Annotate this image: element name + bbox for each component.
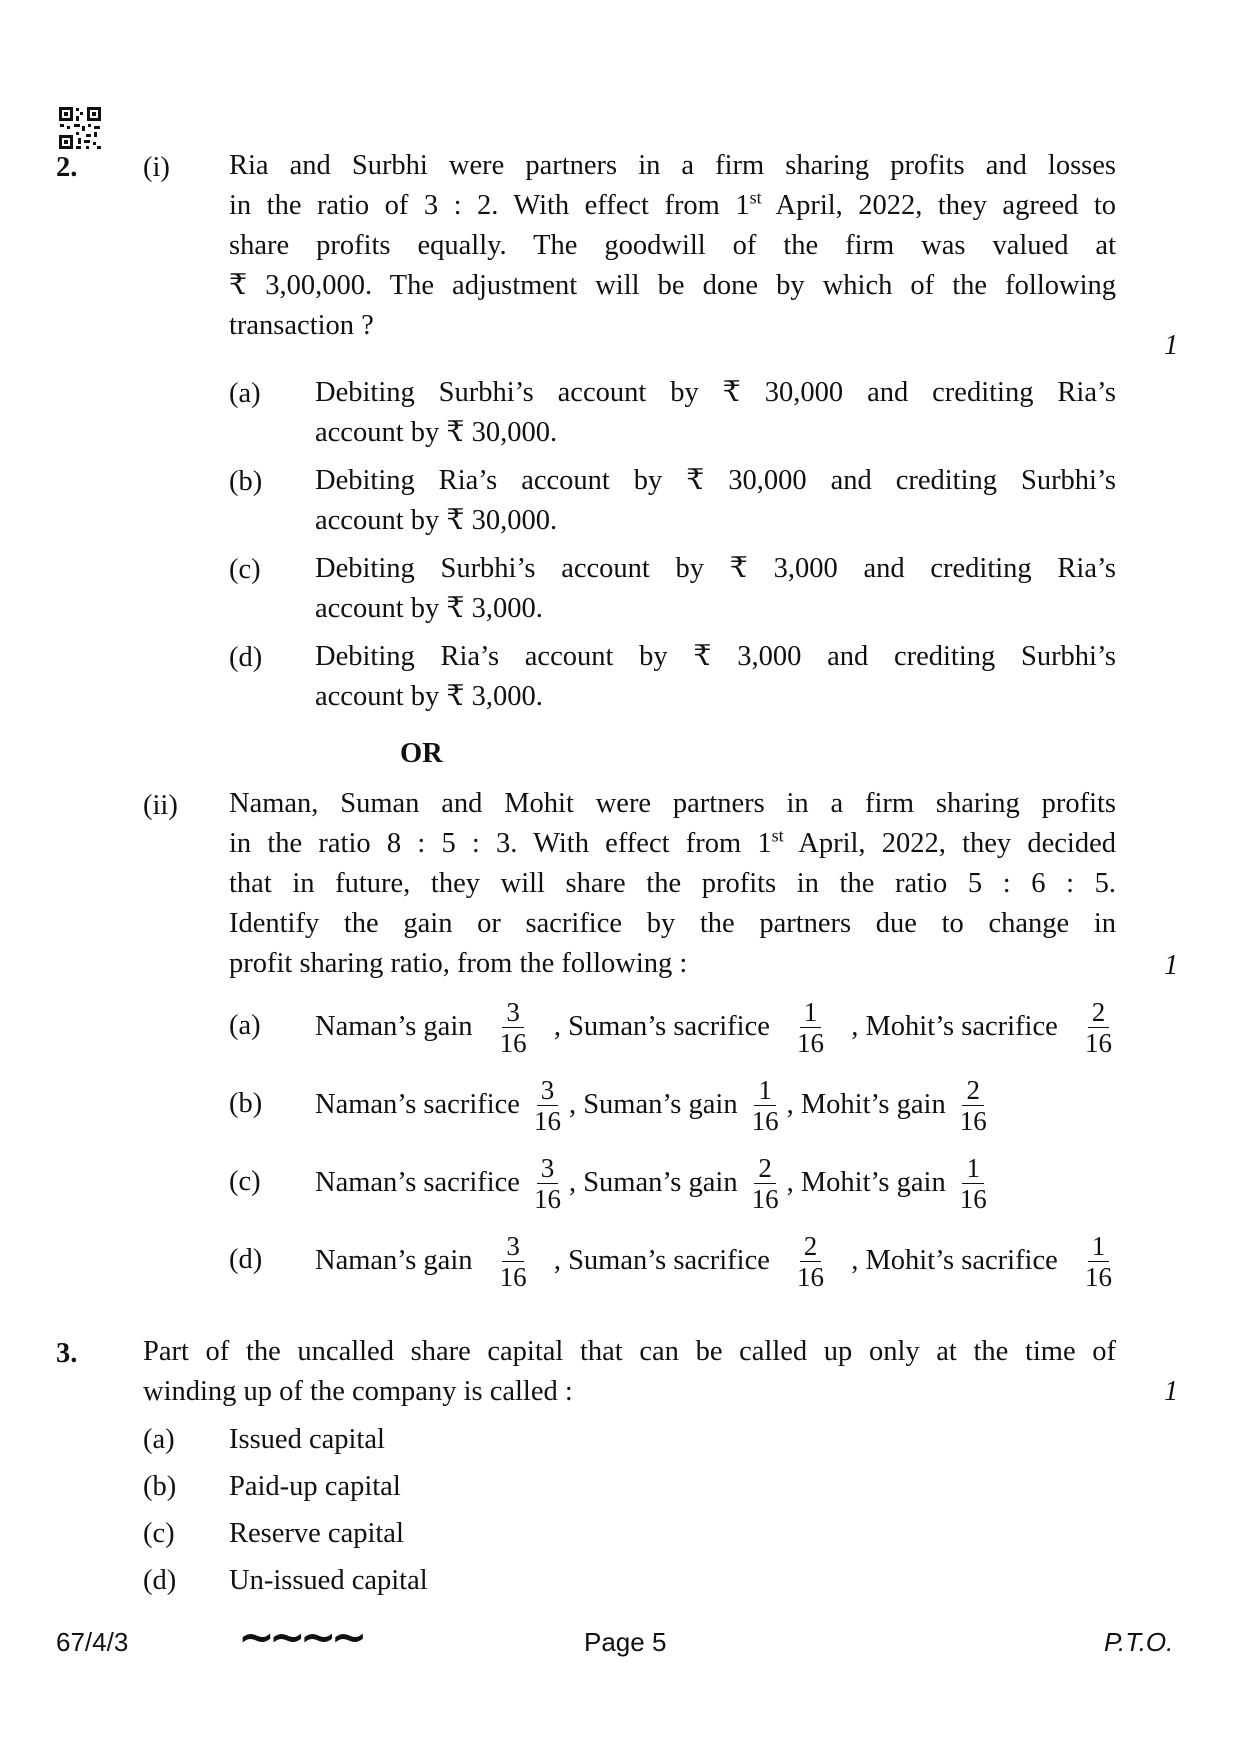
fraction: $\frac{3}{16}$ (499, 1230, 527, 1292)
fraction: $\frac{1}{16}$ (751, 1074, 779, 1136)
option-line: account by ₹ 30,000. (315, 505, 558, 536)
option-line: Debiting Surbhi’s account by ₹ 30,000 and crediting Ria’s (315, 377, 1116, 408)
fraction: $\frac{1}{16}$ (959, 1152, 987, 1214)
stem-line: that in future, they will share the profits in the ratio 5 : 6 : 5. (229, 868, 1116, 899)
option-label: (c) (229, 1166, 261, 1197)
option-phrase: , Mohit’s gain (786, 1089, 946, 1120)
fraction: $\frac{3}{16}$ (533, 1152, 561, 1214)
part-label: (ii) (143, 790, 178, 821)
fraction: $\frac{1}{16}$ (797, 996, 825, 1058)
option-label: (d) (229, 1244, 263, 1275)
option-text (315, 1070, 995, 1140)
part-label: (i) (143, 152, 170, 183)
option-text (315, 1148, 995, 1218)
option-text (315, 637, 1116, 717)
option-text: Paid-up capital (229, 1471, 401, 1502)
option-line: Debiting Ria’s account by ₹ 3,000 and crediting Surbhi’s (315, 641, 1116, 672)
stem-line: profit sharing ratio, from the following : (229, 948, 688, 979)
option-phrase: , Suman’s sacrifice (553, 1245, 770, 1276)
option-text: Reserve capital (229, 1518, 404, 1549)
ornament: ~~~~ (238, 1612, 362, 1663)
option-phrase: , Suman’s sacrifice (553, 1011, 770, 1042)
fraction: $\frac{2}{16}$ (797, 1230, 825, 1292)
stem-line: Ria and Surbhi were partners in a firm sharing profits and losses (229, 150, 1116, 181)
question-number: 2. (56, 152, 78, 183)
option-label: (c) (229, 554, 261, 585)
option-label: (d) (143, 1565, 177, 1596)
option-phrase: Naman’s gain (315, 1245, 473, 1276)
option-phrase: , Mohit’s sacrifice (851, 1245, 1058, 1276)
question-stem (143, 1332, 1116, 1412)
qr-code-icon (58, 106, 102, 154)
or-divider: OR (400, 738, 443, 769)
stem-line: in the ratio of 3 : 2. With effect from 1st April, 2022, they agreed to (229, 187, 1117, 221)
stem-line: winding up of the company is called : (143, 1376, 573, 1407)
option-text: Issued capital (229, 1424, 385, 1455)
stem-line: ₹ 3,00,000. The adjustment will be done by which of the following (229, 270, 1116, 301)
option-phrase: , Mohit’s gain (786, 1167, 946, 1198)
option-label: (b) (229, 1088, 263, 1119)
marks: 1 (1164, 1376, 1179, 1407)
page-number: Page 5 (584, 1627, 667, 1657)
option-line: Debiting Ria’s account by ₹ 30,000 and crediting Surbhi’s (315, 465, 1116, 496)
option-text (315, 1226, 1120, 1296)
option-label: (b) (143, 1471, 177, 1502)
option-phrase: Naman’s sacrifice (315, 1167, 520, 1198)
option-phrase: Naman’s gain (315, 1011, 473, 1042)
option-line: Debiting Surbhi’s account by ₹ 3,000 and crediting Ria’s (315, 553, 1116, 584)
option-line: account by ₹ 30,000. (315, 417, 558, 448)
marks: 1 (1164, 330, 1179, 361)
option-label: (c) (143, 1518, 175, 1549)
option-text (315, 461, 1116, 541)
paper-code: 67/4/3 (56, 1627, 129, 1657)
stem-line: Naman, Suman and Mohit were partners in a firm sharing profits (229, 788, 1116, 819)
option-label: (a) (229, 1010, 261, 1041)
option-phrase: Naman’s sacrifice (315, 1089, 520, 1120)
stem-line: transaction ? (229, 310, 374, 341)
question-stem (229, 784, 1116, 984)
fraction: $\frac{1}{16}$ (1084, 1230, 1112, 1292)
marks: 1 (1164, 950, 1179, 981)
fraction: $\frac{2}{16}$ (751, 1152, 779, 1214)
option-phrase: , Suman’s gain (568, 1089, 738, 1120)
fraction: $\frac{2}{16}$ (1084, 996, 1112, 1058)
pto-label: P.T.O. (1104, 1627, 1174, 1657)
question-number: 3. (56, 1338, 78, 1369)
option-text (315, 992, 1120, 1062)
option-phrase: , Mohit’s sacrifice (851, 1011, 1058, 1042)
option-label: (d) (229, 642, 263, 673)
option-line: account by ₹ 3,000. (315, 593, 543, 624)
stem-line: Identify the gain or sacrifice by the partners due to change in (229, 908, 1116, 939)
fraction: $\frac{3}{16}$ (533, 1074, 561, 1136)
stem-line: in the ratio 8 : 5 : 3. With effect from 1st April, 2022, they decided (229, 825, 1116, 859)
option-text (315, 373, 1116, 453)
fraction: $\frac{2}{16}$ (959, 1074, 987, 1136)
option-line: account by ₹ 3,000. (315, 681, 543, 712)
option-label: (a) (143, 1424, 175, 1455)
option-label: (a) (229, 378, 261, 409)
option-phrase: , Suman’s gain (568, 1167, 738, 1198)
option-label: (b) (229, 466, 263, 497)
option-text: Un-issued capital (229, 1565, 428, 1596)
option-text (315, 549, 1116, 629)
stem-line: Part of the uncalled share capital that can be called up only at the time of (143, 1336, 1116, 1367)
question-stem (229, 146, 1116, 346)
fraction: $\frac{3}{16}$ (499, 996, 527, 1058)
stem-line: share profits equally. The goodwill of the firm was valued at (229, 230, 1116, 261)
